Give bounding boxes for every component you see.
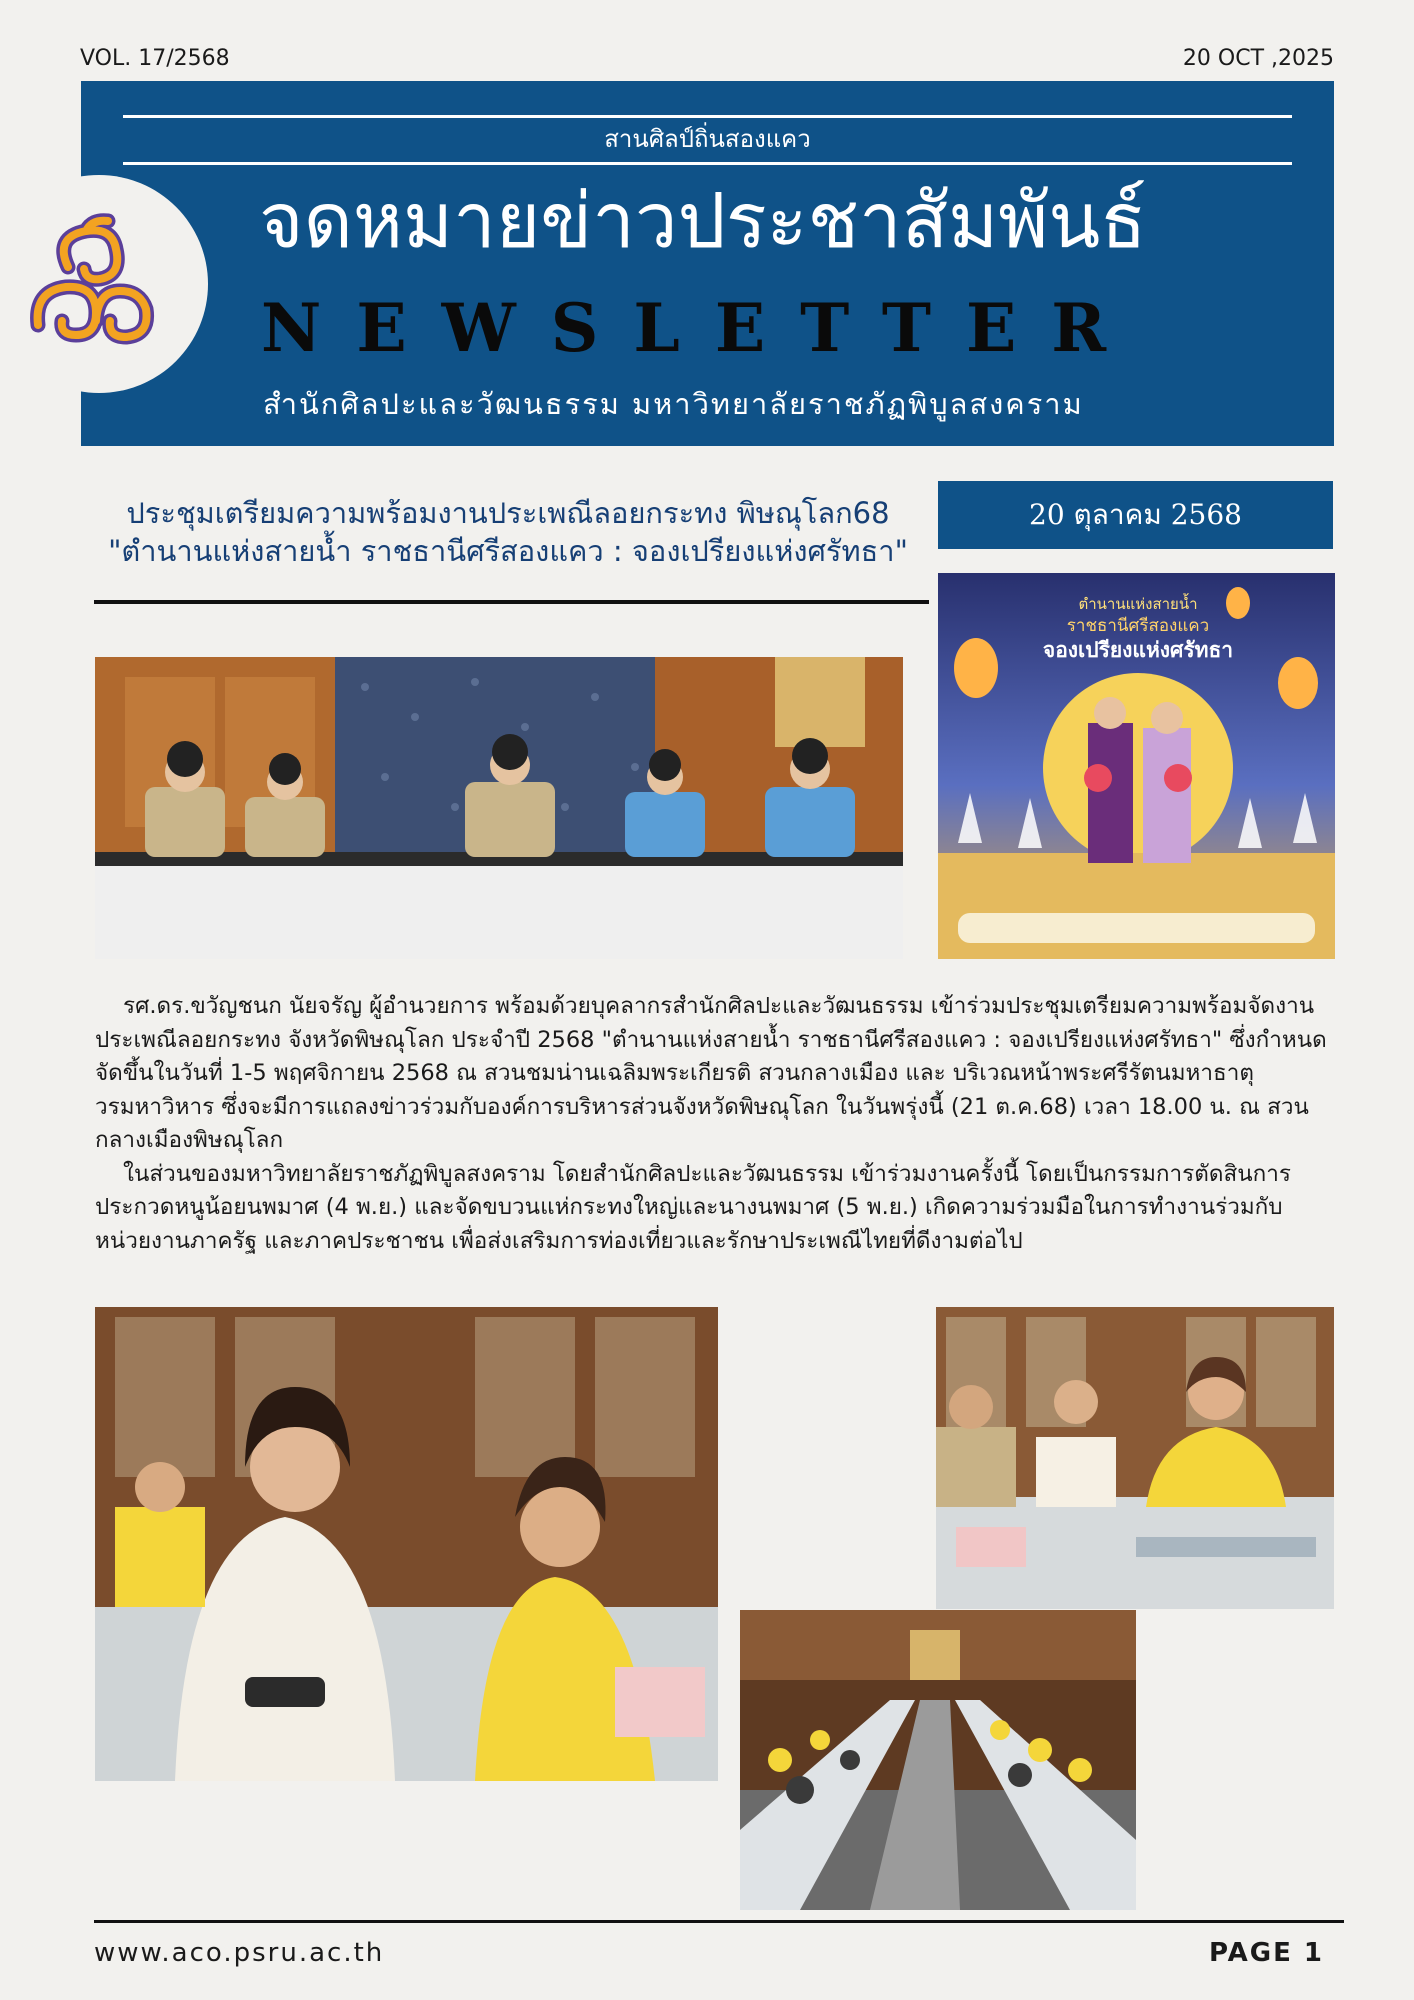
body-paragraph-2: ในส่วนของมหาวิทยาลัยราชภัฏพิบูลสงคราม โดยสำนักศิลปะและวัฒนธรรม เข้าร่วมงานครั้งนี้ โดยเป็นกรรมการตัดสินการประกวดหนูน้อยนพมาศ (4 พ.ย.) และจัดขบวนแห่กระทงใหญ่และนางนพมาศ (5 พ.ย.) เกิดความร่วมมือในการทำงานร่วมกับหน่วยงานภาครัฐ และภาคประชาชน เพื่อส่งเสริมการท่องเที่ยวและรักษาประเพณีไทยที่ดีงามต่อไป xyxy=(95,1160,1291,1254)
banner-title: จดหมายข่าวประชาสัมพันธ์ xyxy=(259,176,1147,265)
article-body xyxy=(95,990,1330,1258)
meeting-photo-main xyxy=(95,657,903,959)
headline-line-2: "ตำนานแห่งสายน้ำ ราชธานีศรีสองแคว : จองเปรียงแห่งศรัทธา" xyxy=(108,534,908,568)
poster-line-2: ราชธานีศรีสองแคว xyxy=(1066,616,1210,636)
footer-divider xyxy=(94,1920,1344,1923)
logo-mark xyxy=(0,175,208,393)
meeting-room-photo xyxy=(740,1610,1136,1910)
page-number: PAGE 1 xyxy=(1208,1938,1324,1968)
footer-website-link[interactable]: www.aco.psru.ac.th xyxy=(94,1938,385,1968)
organization-name: สำนักศิลปะและวัฒนธรรม มหาวิทยาลัยราชภัฏพิบูลสงคราม xyxy=(263,387,1084,421)
banner-subtitle: สานศิลป์ถิ่นสองแคว xyxy=(604,125,811,153)
headline-line-1: ประชุมเตรียมความพร้อมงานประเพณีลอยกระทง พิษณุโลก68 xyxy=(126,496,890,530)
article-date-box: 20 ตุลาคม 2568 xyxy=(938,481,1333,549)
meeting-photo-large xyxy=(95,1307,718,1781)
poster-line-1: ตำนานแห่งสายน้ำ xyxy=(1078,595,1198,613)
meeting-photo-right xyxy=(936,1307,1334,1609)
article-headline xyxy=(88,494,928,570)
festival-poster xyxy=(938,573,1335,959)
issue-date: 20 OCT ,2025 xyxy=(1182,46,1334,71)
masthead-banner xyxy=(81,81,1334,446)
body-paragraph-1: รศ.ดร.ขวัญชนก นัยจรัญ ผู้อำนวยการ พร้อมด้วยบุคลากรสำนักศิลปะและวัฒนธรรม เข้าร่วมประชุมเตรียมความพร้อมจัดงานประเพณีลอยกระทง จังหวัดพิษณุโลก ประจำปี 2568 "ตำนานแห่งสายน้ำ ราชธานีศรีสองแคว : จองเปรียงแห่งศรัทธา" ซึ่งกำหนดจัดขึ้นในวันที่ 1-5 พฤศจิกายน 2568 ณ สวนชมน่านเฉลิมพระเกียรติ สวนกลางเมือง และ บริเวณหน้าพระศรีรัตนมหาธาตุวรมหาวิหาร ซึ่งจะมีการแถลงข่าวร่วมกับองค์การบริหารส่วนจังหวัดพิษณุโลก ในวันพรุ่งนี้ (21 ต.ค.68) เวลา 18.00 น. ณ สวนกลางเมืองพิษณุโลก xyxy=(95,993,1327,1153)
banner-top-rule xyxy=(123,115,1292,118)
headline-divider xyxy=(94,600,929,604)
newsletter-wordmark: NEWSLETTER xyxy=(261,289,1142,367)
banner-bottom-rule xyxy=(123,162,1292,165)
logo-badge xyxy=(0,175,208,393)
volume-label: VOL. 17/2568 xyxy=(80,46,230,71)
poster-line-3: จองเปรียงแห่งศรัทธา xyxy=(1042,638,1234,662)
